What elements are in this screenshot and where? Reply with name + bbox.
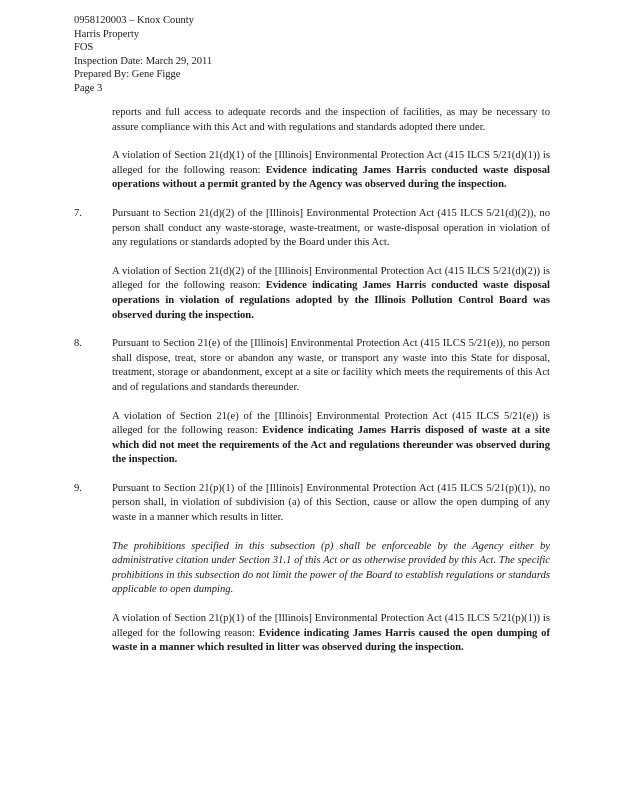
list-item-8 [74, 337, 550, 395]
violation-7-finding: Evidence indicating James Harris conducted waste disposal operations in violation of regulations adopted by the Illinois Pollution Control Board was observed during the inspection. [112, 280, 550, 321]
violation-6-text: A violation of Section 21(d)(1) of the [Illinois] Environmental Protection Act (415 ILCS 5/21(d)(1)) is alleged for the following reason: [112, 150, 550, 176]
item-8-text: Pursuant to Section 21(e) of the [Illinois] Environmental Protection Act (415 ILCS 5/21(e)), no person shall dispose, treat, store or abandon any waste, or transport any waste into this State for disposal, treatment, storage or abandonment, except at a site or facility which meets the requirements of this Act and of regulations and standards thereunder. [112, 338, 550, 393]
violation-9-text: A violation of Section 21(p)(1) of the [Illinois] Environmental Protection Act (415 ILCS 5/21(p)(1)) is alleged for the following reason: [112, 613, 550, 639]
violation-8-text: A violation of Section 21(e) of the [Illinois] Environmental Protection Act (415 ILCS 5/21(e)) is alleged for the following reason: [112, 410, 550, 437]
header-page-number: Page 3 [74, 82, 103, 94]
violation-paragraph-9 [112, 612, 550, 656]
violation-9-finding: Evidence indicating James Harris caused the open dumping of waste in a manner which resulted in litter was observed during the inspection. [112, 627, 550, 654]
continuation-paragraph: reports and full access to adequate records and the inspection of facilities, as may be necessary to assure compliance with this Act and with regulations and standards adopted there under. [112, 107, 550, 133]
item-9-number: 9. [74, 482, 82, 494]
document-body [74, 100, 550, 656]
list-item-9 [74, 482, 550, 526]
list-item-7 [74, 207, 550, 251]
violation-6-finding: Evidence indicating James Harris conducted waste disposal operations without a permit granted by the Agency was observed during the inspection. [112, 164, 550, 191]
header-property: Harris Property [74, 28, 140, 40]
violation-paragraph-6 [112, 149, 550, 193]
header-site-id: 0958120003 – Knox County [74, 15, 194, 26]
header-type: FOS [74, 42, 94, 54]
violation-8-finding: Evidence indicating James Harris disposed of waste at a site which did not meet the requirements of the Act and regulations thereunder was observed during the inspection. [112, 425, 550, 466]
header-prepared-by: Prepared By: Gene Figge [74, 69, 181, 81]
item-7-text: Pursuant to Section 21(d)(2) of the [Illinois] Environmental Protection Act (415 ILCS 5/21(d)(2)), no person shall conduct any waste-storage, waste-treatment, or waste-disposal operation in violation of any regulations or standards adopted by the Board under this Act. [112, 207, 550, 249]
item-9-text: Pursuant to Section 21(p)(1) of the [Illinois] Environmental Protection Act (415 ILCS 5/21(p)(1)), no person shall, in violation of subdivision (a) of this Section, cause or allow the open dumping of any waste in a manner which results in litter. [112, 482, 550, 524]
item-7-number: 7. [74, 207, 82, 219]
page-header [74, 14, 212, 96]
violation-7-text: A violation of Section 21(d)(2) of the [Illinois] Environmental Protection Act (415 ILCS 5/21(d)(2)) is alleged for the following reason: [112, 265, 550, 292]
item-8-number: 8. [74, 338, 82, 350]
violation-paragraph-7 [112, 265, 550, 323]
header-inspection-date: Inspection Date: March 29, 2011 [74, 55, 213, 67]
item-9-italic-note: The prohibitions specified in this subsection (p) shall be enforceable by the Agency either by administrative citation under Section 31.1 of this Act or as otherwise provided by this Act. The specific prohibitions in this subsection do not limit the power of the Board to establish regulations or standards applicable to open dumping. [112, 540, 550, 596]
violation-paragraph-8 [112, 410, 550, 468]
